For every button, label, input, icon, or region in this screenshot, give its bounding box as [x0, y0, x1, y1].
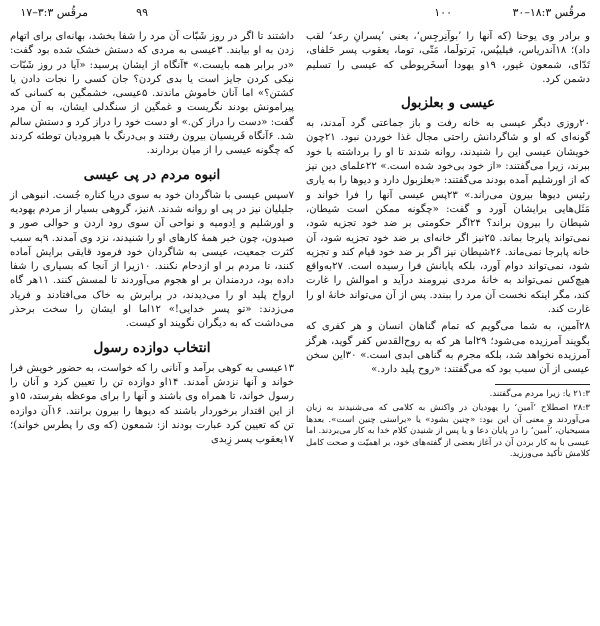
footnote-1: ۲۱:۳ یا: زیرا مردم می‌گفتند.	[489, 388, 590, 399]
section-heading-crowds: انبوه مردم در پی عیسی	[83, 166, 221, 183]
right-running-title: مرقُس ۱۸:۳–۳۰	[512, 6, 586, 19]
left-paragraph-2: ۱۳عیسی به کوهی برآمد و آنانی را که خواست، به حضور خویش فرا خواند و آنها نزدش آمدند. ۱۴او دوازده تن را تعیین کرد و آنان را رسول خواند، تا همراه وی باشند و آنها را برای موعظه بفرستد، ۱۵و از این اقتدار برخوردار باشند که دیوها را بیرون برانند. ۱۶آن دوازده تن که تعیین کرد عبارت بودند از: شمعون (که وی را پطرس خواند)؛ ۱۷یعقوب پسر زِبدی	[10, 362, 294, 446]
footnote-2: ۲۸:۳ اصطلاح ’آمین‘ را یهودیان در واکنش به کلامی که می‌شنیدند به زبان می‌آوردند و معنی آن این بود: «چنین بشود» یا «براستی چنین است». بعدها مسیحیان، ’آمین‘ را در پایان دعا و یا پس از شنیدن کلام خدا به کار می‌بردند. اما عیسی با به کار بردن آن در آغاز بعضی از گفته‌های خود، بر اهمیّت و صحت کامل کلامش تأکید می‌ورزید.	[306, 403, 590, 460]
right-page-number: ۱۰۰	[434, 6, 452, 19]
page-header	[0, 6, 600, 24]
left-page-number: ۹۹	[136, 6, 148, 19]
right-column	[306, 30, 590, 464]
section-heading-twelve-apostles: انتخاب دوازده رسول	[93, 339, 211, 356]
left-running-title: مرقُس ۳:۳–۱۷	[20, 6, 88, 19]
section-heading-beelzebul: عیسی و بعلزبول	[400, 95, 496, 112]
right-paragraph-1: ۲۰روزی دیگر عیسی به خانه رفت و باز جماعتی گرد آمدند، به گونه‌ای که او و شاگردانش راحتی مجال غذا خوردن نبود. ۲۱چون خویشان عیسی این را شنیدند، روانه شدند تا او را برداشته با خود ببرند، زیرا می‌گفتند: «از خود بی‌خود شده است.» ۲۲علمای دین نیز که از اورشلیم آمده بودند می‌گفتند: «بعلزبول دارد و دیوها را به یاری رئیس دیوها بیرون می‌راند.» ۲۳پس عیسی آنها را فرا خواند و مَثَل‌هایی برایشان آورد و گفت: «چگونه ممکن است شیطان، شیطان را بیرون براند؟ ۲۴اگر حکومتی بر ضد خود تجزیه شود، نمی‌تواند پابرجا بماند. ۲۵نیز اگر خانه‌ای بر ضد خود تجزیه شود، آن خانه پابرجا نمی‌ماند. ۲۶شیطان نیز اگر بر ضد خود قیام کند و تجزیه شود، نمی‌تواند دوام آورد، بلکه پایانش فرا رسیده است. ۲۷به‌واقع هیچ‌کس نمی‌تواند به خانهٔ مردی نیرومند درآید و اموالش را غارت کند، مگر اینکه نخست آن مرد را ببندد. پس از آن می‌تواند خانهٔ او را غارت کند.	[306, 118, 590, 316]
right-paragraph-2: ۲۸آمین، به شما می‌گویم که تمام گناهان انسان و هر کفری که بگویند آمرزیده می‌شود؛ ۲۹اما هر که به روح‌القدس کفر گوید، هرگز آمرزیده نخواهد شد، بلکه مجرم به گناهی ابدی است.» ۳۰این سخن عیسی از آن سبب بود که می‌گفتند: «روح پلید دارد.»	[306, 321, 590, 376]
left-paragraph-1: ۷سپس عیسی با شاگردان خود به سوی دریا کناره جُست. انبوهی از جلیلیان نیز در پی او روانه شدند. ۸نیز، گروهی بسیار از مردم یهودیه و اورشلیم و اِدومیه و نواحی آن سوی رود اردن و حوالی صور و صیدون، چون خبر همهٔ کارهای او را شنیدند، نزد وی آمدند. ۹به سبب کثرت جمعیت، عیسی به شاگردان خود فرمود قایقی برایش آماده کنند، تا مردم بر او ازدحام نکنند. ۱۰زیرا از آنجا که بسیاری را شفا داده بود، دردمندان بر او هجوم می‌آوردند تا لمسش کنند. ۱۱هر گاه ارواح پلید او را می‌دیدند، در برابرش به خاک می‌افتادند و فریاد می‌زدند: «تو پسر خدایی!» ۱۲اما او ایشان را سخت برحذر می‌داشت که به دیگران نگویند او کیست.	[10, 189, 295, 330]
left-column	[10, 30, 294, 450]
right-intro-paragraph: و برادر وی یوحنا (که آنها را ’بوآنِرجِس‘، یعنی ’پسرانِ رعد‘ لقب داد)؛ ۱۸آندریاس، فیلیپُس، بَرتولَما، مَتّی، توما، یعقوب پسر حَلفای، تَدّای، شمعون غیور، ۱۹و یهودا اَسخَریوطی که عیسی را تسلیم دشمن کرد.	[306, 31, 590, 85]
footnote-divider	[495, 384, 590, 385]
left-intro-paragraph: داشتند تا اگر در روز شَبّات آن مرد را شفا بخشد، بهانه‌ای برای اتهام زدن به او بیابند. ۳عیسی به مردی که دستش خشک شده بود گفت: «در برابر همه بایست.» ۴آنگاه از ایشان پرسید: «آیا در روز شَبّات نیکی کردن جایز است یا بدی کردن؟ جان کسی را نجات دادن یا کشتن؟» اما آنان خاموش ماندند. ۵عیسی، خشمگین به کسانی که پیرامونش بودند نگریست و غمگین از سنگدلی ایشان، به آن مرد گفت: «دست را دراز کن.» او دست خود را دراز کرد و دستش سالم شد. ۶آنگاه فَریسیان بیرون رفتند و بی‌درنگ با هیرودیان توطئه کردند که چگونه عیسی را از میان بردارند.	[10, 31, 294, 157]
